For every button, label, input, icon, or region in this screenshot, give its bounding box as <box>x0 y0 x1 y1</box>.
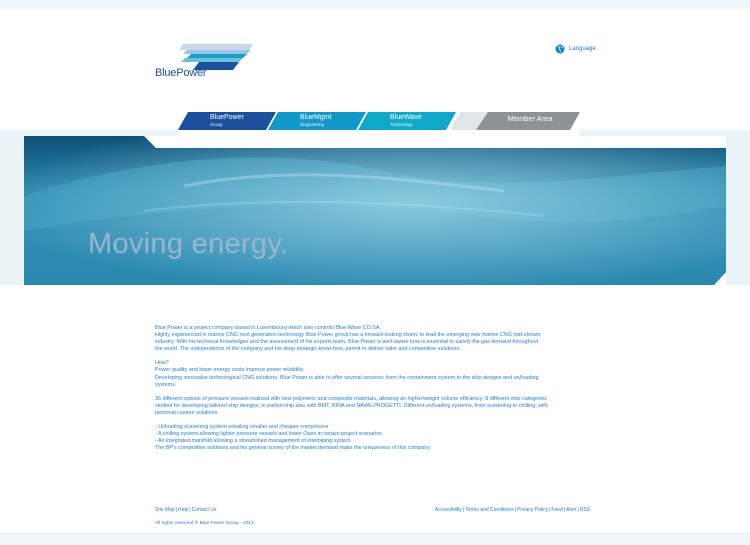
member-area-tab[interactable]: Member Area <box>507 114 553 123</box>
footer-link-privacy[interactable]: Privacy Policy <box>516 507 549 513</box>
footer-separator: | <box>549 507 551 513</box>
footer-separator: | <box>514 507 516 513</box>
content-line: Developing innovative technological CNG solutions, Blue Power is able to offer several services: from the containment system to the ship designs and un/loading <box>155 374 539 381</box>
main-content <box>155 325 595 459</box>
tab-bluewave-sub: Technology <box>390 122 413 127</box>
tab-bluewave[interactable] <box>390 114 422 128</box>
hero-title: Moving energy. <box>88 228 289 260</box>
content-line: systems. <box>155 381 177 388</box>
footer-separator: | <box>462 507 465 513</box>
tab-bluepower-sub: Group <box>210 122 223 127</box>
content-line: Blue Power is a project company based in Luxembourg which also controls Blue Wave CO.SA. <box>155 325 382 331</box>
content-line: - A chilling system allowing lighter pressure vessels and lower Opex in certain project scenarios <box>155 431 382 438</box>
footer-link-help[interactable]: Help <box>178 507 189 513</box>
content-paragraph-intro <box>155 325 595 353</box>
brand-name[interactable]: BluePower <box>155 67 207 79</box>
nav-tab-shapes <box>0 110 750 136</box>
top-band <box>0 0 750 9</box>
footer-links-right <box>435 507 590 513</box>
content-paragraph-how <box>155 360 595 388</box>
footer-link-contact[interactable]: Contact Us <box>191 507 217 513</box>
footer-link-rss[interactable]: RSS <box>579 507 590 513</box>
content-line: The BP's competitive solutions and his general survey of the market demand make the uniqueness of this company. <box>155 445 431 452</box>
tab-bluewave-title: BlueWave <box>390 114 422 121</box>
footer-separator: | <box>577 507 579 513</box>
hero-banner <box>24 136 726 285</box>
language-label: Language <box>569 46 596 52</box>
content-line: How? <box>155 360 169 367</box>
tab-bluepower[interactable] <box>210 114 244 128</box>
content-line: - An integrated manifold allowing a streamlined management of interpiping system. <box>155 438 353 445</box>
language-selector[interactable] <box>555 44 596 54</box>
content-line: industry. With his technical knowledges and the assessment of his experts team, Blue Power is well-aware how is essential to satisfy the gas demand throughout <box>155 339 539 346</box>
footer-separator: | <box>189 507 191 513</box>
hero-side-left <box>0 135 24 285</box>
content-line: - Unloading scavening system entailing smaller and cheaper compressor <box>155 424 329 431</box>
main-nav <box>0 110 750 136</box>
content-paragraph-list <box>155 424 595 452</box>
content-line: 36 different options of pressure vessels realized with new polymeric and composite materials, allowing an higher/weight volume efficiency; 8 different ship categories <box>155 395 547 402</box>
footer-link-site-map[interactable]: Site Map <box>155 507 175 513</box>
globe-icon <box>555 44 565 54</box>
footer-link-feed[interactable]: Feed <box>551 507 563 513</box>
tab-bluemgmt-sub: Engineering <box>300 122 325 127</box>
copyright: All rights reserved ® Blue Power Group - 2013 <box>155 521 254 526</box>
hero-side-right <box>726 135 750 285</box>
content-line: personal custom solutions: <box>155 409 219 416</box>
footer-links-left <box>155 507 216 513</box>
content-line: Power quality and lower energy costs improve power reliability. <box>155 367 305 374</box>
footer-link-accessibility[interactable]: Accessibility <box>434 507 462 513</box>
content-paragraph-options <box>155 396 595 417</box>
tab-bluemgmt-title: BlueMgmt <box>300 114 332 121</box>
bottom-band <box>0 533 750 545</box>
footer-separator: | <box>563 507 566 513</box>
content-line: the world. The independence of the company and his deep strategic know-how, permit to deliver tailor and competitive solutions. <box>155 346 461 353</box>
tab-bluemgmt[interactable] <box>300 114 332 128</box>
tab-bluepower-title: BluePower <box>210 114 244 121</box>
content-line: Highly experienced in marine CNG next generation technology Blue Power group has a forward-looking vision: to lead the emerging new marine CNG mid-stream <box>155 332 541 339</box>
footer-link-terms[interactable]: Terms and Conditions <box>465 507 514 513</box>
content-line: studied for developing tailored ship designs, in partnership also with BMT, RINA and NAVALPROGETTI. Different un/loading systems, from scavening to chilling, with <box>155 402 548 409</box>
footer-separator: | <box>175 507 178 513</box>
footer-link-alert[interactable]: Alert <box>566 507 577 513</box>
